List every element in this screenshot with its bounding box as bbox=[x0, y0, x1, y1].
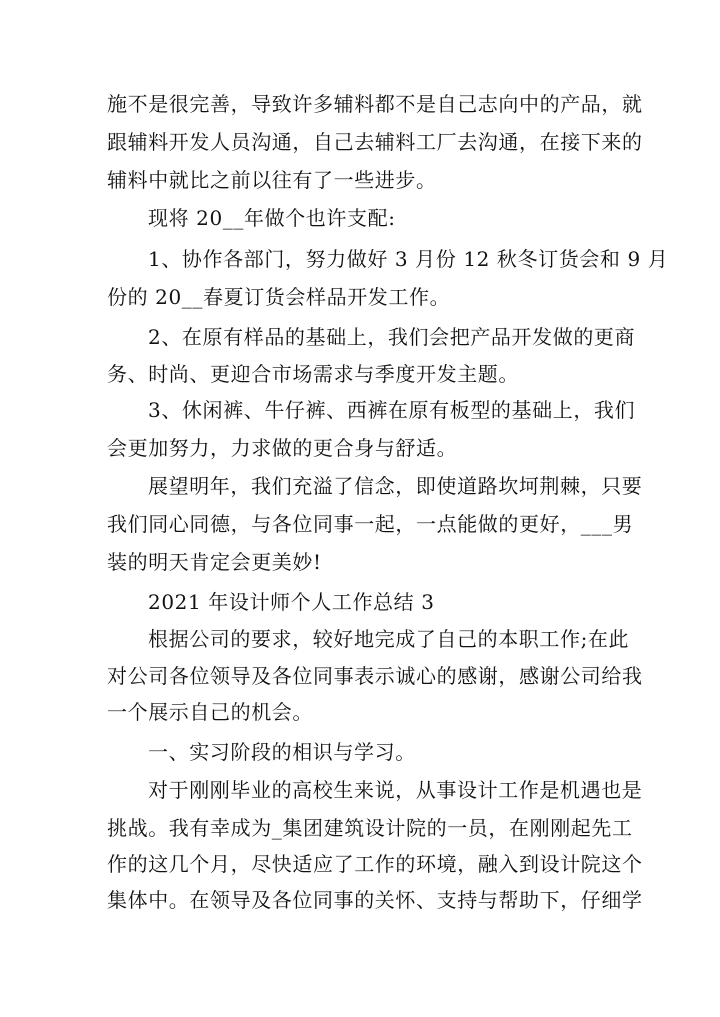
text-line: 展望明年，我们充溢了信念，即使道路坎坷荆棘，只要 bbox=[148, 474, 643, 498]
text-line: 一个展示自己的机会。 bbox=[107, 700, 313, 724]
text-line: 跟辅料开发人员沟通，自己去辅料工厂去沟通，在接下来的 bbox=[107, 130, 643, 154]
text-line: 集体中。在领导及各位同事的关怀、支持与帮助下，仔细学 bbox=[107, 888, 643, 912]
text-line: 辅料中就比之前以往有了一些进步。 bbox=[107, 168, 437, 192]
text-line: 装的明天肯定会更美妙! bbox=[107, 550, 322, 574]
text-line: 2、在原有样品的基础上，我们会把产品开发做的更商 bbox=[148, 325, 636, 349]
text-line: 一、实习阶段的相识与学习。 bbox=[148, 740, 416, 764]
text-line: 挑战。我有幸成为_集团建筑设计院的一员，在刚刚起先工 bbox=[107, 816, 633, 840]
text-line: 我们同心同德，与各位同事一起，一点能做的更好，___男 bbox=[107, 512, 634, 536]
text-line: 作的这几个月，尽快适应了工作的环境，融入到设计院这个 bbox=[107, 852, 643, 876]
text-line: 对于刚刚毕业的高校生来说，从事设计工作是机遇也是 bbox=[148, 778, 643, 802]
text-line: 务、时尚、更迎合市场需求与季度开发主题。 bbox=[107, 362, 519, 386]
text-line: 3、休闲裤、牛仔裤、西裤在原有板型的基础上，我们 bbox=[148, 398, 636, 422]
text-line: 现将 20__年做个也许支配: bbox=[148, 206, 396, 230]
text-line: 份的 20__春夏订货会样品开发工作。 bbox=[107, 285, 451, 309]
text-line: 根据公司的要求，较好地完成了自己的本职工作;在此 bbox=[148, 627, 630, 651]
text-line: 对公司各位领导及各位同事表示诚心的感谢，感谢公司给我 bbox=[107, 664, 643, 688]
section-heading: 2021 年设计师个人工作总结 3 bbox=[148, 590, 435, 614]
text-line: 施不是很完善，导致许多辅料都不是自己志向中的产品，就 bbox=[107, 92, 643, 116]
text-line: 1、协作各部门，努力做好 3 月份 12 秋冬订货会和 9 月 bbox=[148, 247, 669, 271]
text-line: 会更加努力，力求做的更合身与舒适。 bbox=[107, 436, 458, 460]
